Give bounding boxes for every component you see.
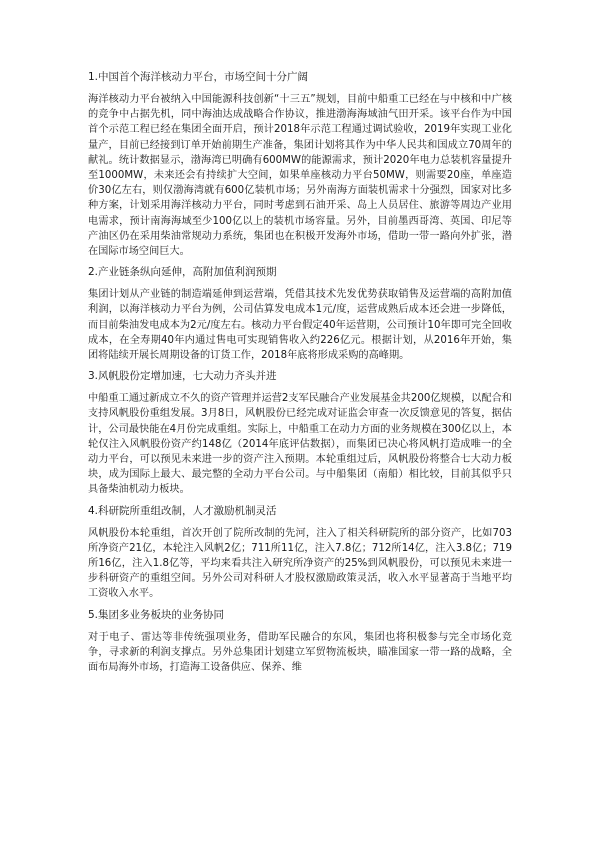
document-page xyxy=(88,64,512,681)
section-5 xyxy=(88,608,512,676)
section-2 xyxy=(88,265,512,363)
section-4 xyxy=(88,504,512,602)
section-heading: 3.风帆股份定增加速，七大动力齐头并进 xyxy=(88,370,277,383)
section-paragraph: 中船重工通过新成立不久的资产管理并运营2支军民融合产业发展基金共200亿规模，以配合和支持风帆股份重组发展。3月8日，风帆股份已经完成对证监会审查一次反馈意见的答复，据估计，公司最快能在4月份完成重组。实际上，中船重工在动力方面的业务规模在300亿以上，本轮仅注入风帆股份资产约148亿（2014年底评估数据），而集团已决心将风帆打造成唯一的全动力平台，可以预见未来进一步的资产注入预期。本轮重组过后，风帆股份将整合七大动力板块，成为国际上最大、最完整的全动力平台公司。与中船集团（南船）相比较，目前其似乎只具备柴油机动力板块。 xyxy=(88,393,512,496)
section-1 xyxy=(88,70,512,259)
section-heading: 5.集团多业务板块的业务协同 xyxy=(88,608,225,621)
section-paragraph: 海洋核动力平台被纳入中国能源科技创新“十三五”规划，目前中船重工已经在与中核和中广核的竞争中占据先机，同中海油达成战略合作协议，推进渤海海域油气田开采。该平台作为中国首个示范工程已经在集团全面开启，预计2018年示范工程通过调试验收，2019年实现工业化量产，目前已经接到订单开始前期生产准备，集团计划将其作为中华人民共和国成立70周年的献礼。统计数据显示，渤海湾已明确有600MW的能源需求，预计2020年电力总装机容量提升至1000MW，未来还会有持续扩大空间，如果单座核动力平台50MW，则需要20座，单座造价30亿左右，则仅渤海湾就有600亿装机市场；另外南海方面装机需求十分强烈，国家对比多种方案，计划采用海洋核动力平台，同时考虑到石油开采、岛上人员居住、旅游等周边产业用电需求，预计南海海域至少100亿以上的装机市场容量。另外，目前墨西哥湾、英国、印尼等产油区仍在采用柴油常规动力系统，集团也在积极开发海外市场，借助一带一路向外扩张，潜在国际市场空间巨大。 xyxy=(88,94,512,258)
section-paragraph: 对于电子、雷达等非传统强项业务，借助军民融合的东风，集团也将积极参与完全市场化竞争，寻求新的利润支撑点。另外总集团计划建立军贸物流板块，瞄准国家一带一路的战略，全面布局海外市场，打造海工设备供应、保养、维 xyxy=(88,631,512,674)
section-3 xyxy=(88,369,512,497)
section-paragraph: 集团计划从产业链的制造端延伸到运营端，凭借其技术先发优势获取销售及运营端的高附加值利润，以海洋核动力平台为例，公司估算发电成本1元/度，运营成熟后成本还会进一步降低，而目前柴油发电成本为2元/度左右。核动力平台假定40年运营期，公司预计10年即可完全回收成本，在全寿期40年内通过售电可实现销售收入约226亿元。根据计划，从2016年开始，集团将陆续开展长周期设备的订货工作，2018年底将形成采购的高峰期。 xyxy=(88,289,512,362)
section-heading: 2.产业链条纵向延伸，高附加值利润预期 xyxy=(88,266,277,279)
section-heading: 4.科研院所重组改制，人才激励机制灵活 xyxy=(88,504,277,517)
section-heading: 1.中国首个海洋核动力平台，市场空间十分广阔 xyxy=(88,71,309,83)
section-paragraph: 风帆股份本轮重组，首次开创了院所改制的先河，注入了相关科研院所的部分资产，比如703所净资产21亿，本轮注入风帆2亿；711所11亿，注入7.8亿；712所14亿，注入3.8亿；719所16亿，注入1.8亿等，平均来看共注入研究所净资产的25%到风帆股份，可以预见未来进一步科研资产的重组空间。另外公司对科研人才股权激励政策灵活，收入水平显著高于当地平均工资收入水平。 xyxy=(88,527,512,600)
